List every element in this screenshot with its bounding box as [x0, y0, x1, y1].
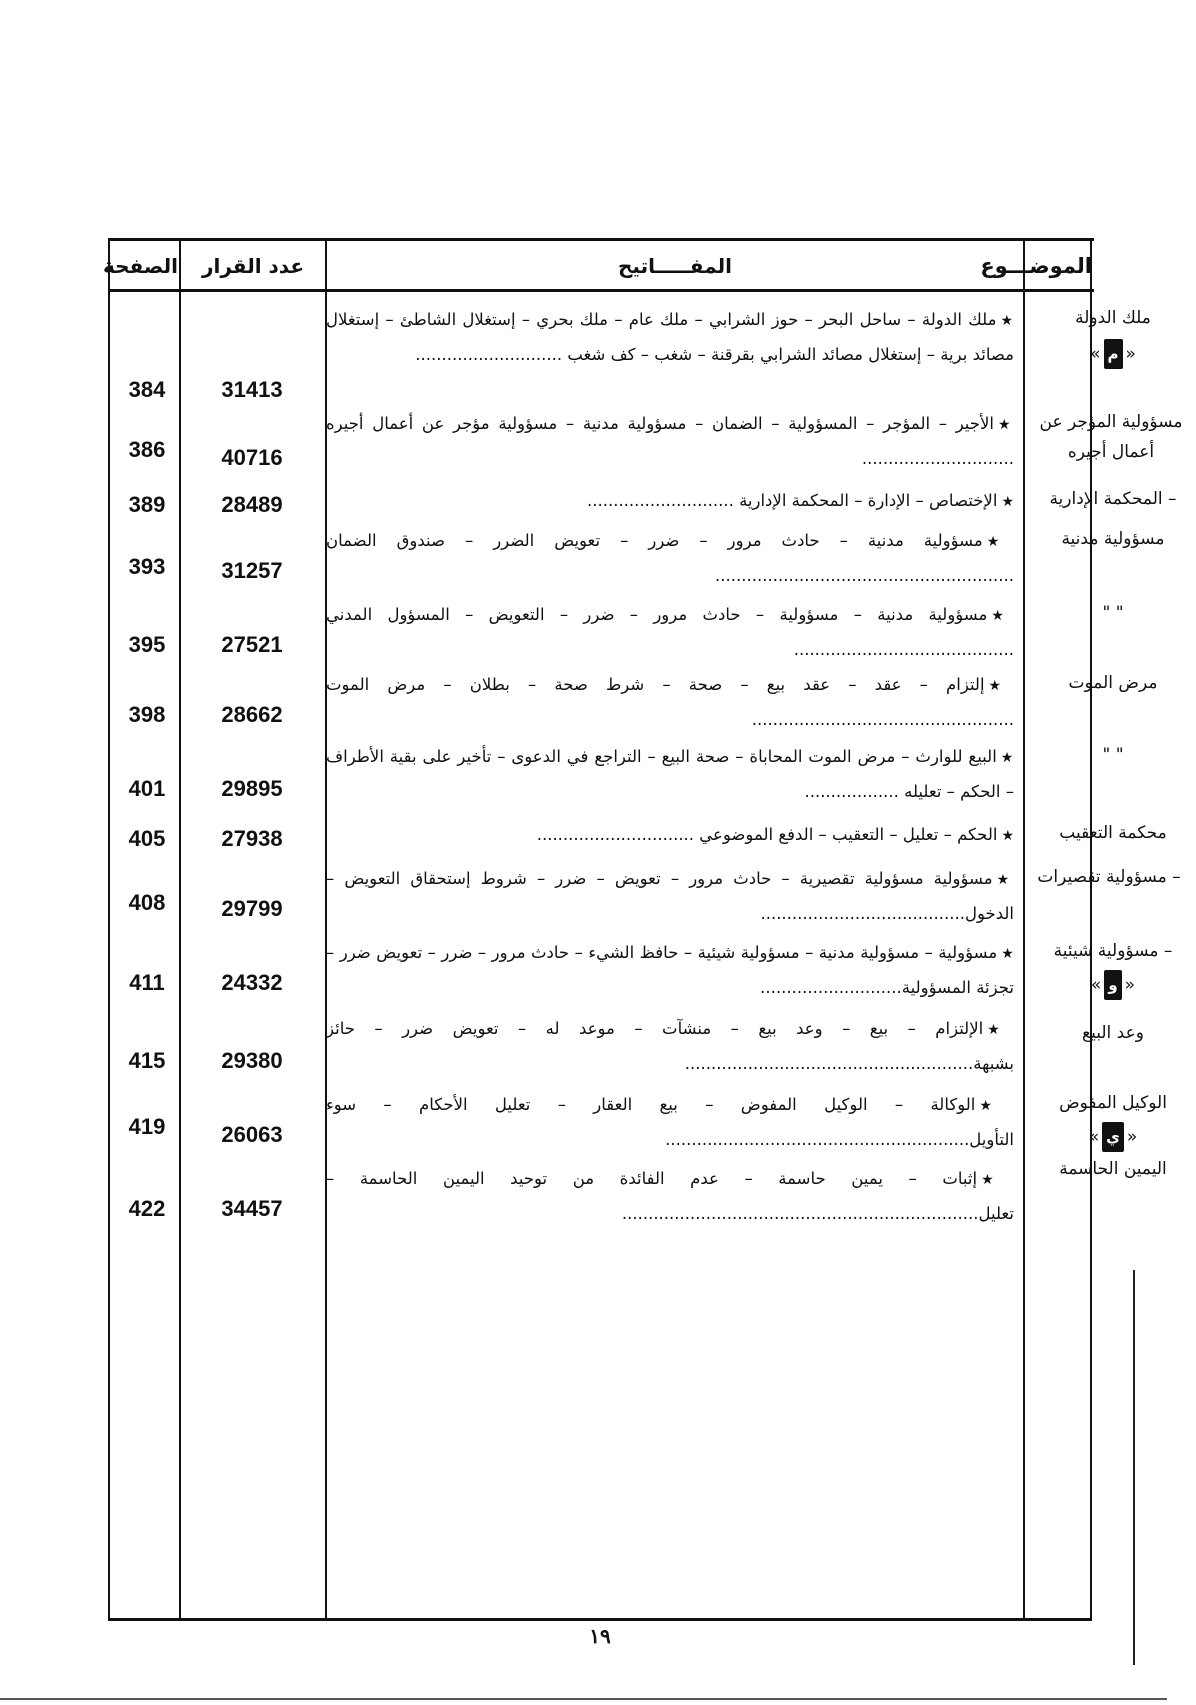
decision-number-cell: 34457: [221, 1196, 283, 1221]
subject-label: مسؤولية المؤجر عن أعمال أجيره: [1039, 412, 1183, 462]
subject-label: " ": [1102, 603, 1124, 623]
decision-number-cell: 27938: [221, 826, 283, 851]
page-cell: 386: [128, 437, 166, 462]
decision-number-cell: 24332: [221, 970, 283, 995]
header-decision-number: عدد القرار: [201, 254, 304, 278]
page-cell: 411: [129, 970, 165, 995]
decision-number-cell: 40716: [221, 445, 283, 470]
page-cell: 389: [128, 492, 166, 517]
keywords-cell: ★إثبات – يمين حاسمة – عدم الفائدة من توحيد اليمين الحاسمة – تعليل....................................................................: [326, 1169, 1014, 1223]
keywords-cell: ★مسؤولية مدنية – مسؤولية – حادث مرور – ضرر – التعويض – المسؤول المدني ..........................................: [326, 605, 1014, 659]
star-bullet-icon: ★: [1000, 750, 1014, 766]
subject-label: وعد البيع: [1082, 1023, 1144, 1043]
star-bullet-icon: ★: [997, 417, 1014, 433]
star-bullet-icon: ★: [991, 608, 1014, 624]
keywords-cell: ★الحكم – تعليل – التعقيب – الدفع الموضوعي ..............................: [536, 825, 1014, 844]
subject-label: مرض الموت: [1068, 673, 1158, 693]
subject-cell: [1030, 484, 1196, 514]
keywords-cell: ★مسؤولية مسؤولية تقصيرية – حادث مرور – تعويض – ضرر – شروط إستحقاق التعويض – الدخول.......................................: [326, 869, 1014, 923]
section-marker-icon: و: [1104, 970, 1121, 1000]
page-cell: 415: [128, 1048, 166, 1073]
keywords-cell: ★مسؤولية – مسؤولية مدنية – مسؤولية شيئية – حافظ الشيء – حادث مرور – ضرر – تعويض ضرر – تجزئة المسؤولية...........................: [326, 943, 1014, 997]
keywords-cell: ★الإلتزام – بيع – وعد بيع – منشآت – موعد له – تعويض ضرر – حائز بشبهة.......................................................: [326, 1019, 1014, 1073]
subject-cell: [1030, 1154, 1196, 1184]
star-bullet-icon: ★: [981, 1172, 1014, 1188]
scan-artifact: [1133, 1270, 1135, 1665]
subject-cell: ملك الدولة «م»: [1030, 303, 1196, 369]
header-page: الصفحة: [102, 254, 178, 278]
keywords-cell: ★ملك الدولة – ساحل البحر – حوز الشرابي – ملك عام – ملك بحري – إستغلال الشاطئ – إستغلال مصائد برية – إستغلال مصائد الشرابي بقرقنة – شغب – كف شغب ............................: [326, 310, 1014, 364]
star-bullet-icon: ★: [986, 534, 1014, 550]
star-bullet-icon: ★: [1001, 946, 1014, 962]
subject-cell: [1030, 740, 1196, 770]
star-bullet-icon: ★: [987, 1022, 1014, 1038]
table-row: [110, 818, 1167, 852]
page-cell: 398: [128, 702, 166, 727]
page-cell: 395: [128, 632, 166, 657]
page-cell: 408: [128, 890, 166, 915]
subject-label: – مسؤولية تقصيرات: [1037, 867, 1181, 887]
footer-page-number: ١٩: [589, 1626, 611, 1648]
star-bullet-icon: ★: [1000, 313, 1014, 329]
table-header-rule: [108, 289, 1094, 292]
subject-cell: [1030, 524, 1196, 554]
decision-number-cell: 29799: [221, 896, 283, 921]
decision-number-cell: 26063: [221, 1122, 283, 1147]
section-marker-icon: ي: [1102, 1122, 1124, 1152]
decision-number-cell: 29895: [221, 776, 283, 801]
star-bullet-icon: ★: [1001, 828, 1014, 844]
subject-label: اليمين الحاسمة: [1059, 1159, 1167, 1179]
table-row: [110, 936, 1173, 997]
subject-label: – المحكمة الإدارية: [1049, 489, 1177, 509]
subject-label: الوكيل المفوض: [1059, 1093, 1167, 1113]
subject-label: ملك الدولة: [1075, 308, 1151, 328]
subject-label: محكمة التعقيب: [1059, 823, 1167, 843]
star-bullet-icon: ★: [979, 1098, 1014, 1114]
subject-cell: [1030, 598, 1196, 628]
page-cell: 422: [128, 1196, 166, 1221]
keywords-cell: ★الإختصاص – الإدارة – المحكمة الإدارية ............................: [586, 491, 1014, 510]
keywords-cell: ★البيع للوارث – مرض الموت المحاباة – صحة البيع – التراجع في الدعوى – تأخير على بقية الأطراف – الحكم – تعليله ..................: [326, 747, 1014, 801]
decision-number-cell: 31257: [221, 558, 283, 583]
table-row: [110, 524, 1165, 585]
header-keywords: المفـــــاتيح: [618, 254, 732, 278]
decision-number-cell: 29380: [221, 1048, 283, 1073]
page-cell: 401: [128, 776, 166, 801]
header-subject: الموضـــوع: [980, 254, 1092, 278]
subject-label: " ": [1102, 745, 1124, 765]
keywords-cell: ★الأجير – المؤجر – المسؤولية – الضمان – مسؤولية مدنية – مسؤولية مؤجر عن أعمال أجيره .............................: [326, 414, 1014, 468]
subject-cell: [1030, 668, 1196, 698]
table-row: [110, 1088, 1167, 1149]
page-cell: 419: [128, 1114, 166, 1139]
star-bullet-icon: ★: [996, 872, 1014, 888]
table-row: [110, 1159, 1167, 1223]
subject-label: مسؤولية مدنية: [1061, 529, 1165, 549]
table-row: [110, 303, 1151, 403]
subject-cell: الوكيل المفوض «ي»: [1030, 1088, 1196, 1152]
keywords-cell: ★مسؤولية مدنية – حادث مرور – ضرر – تعويض الضرر – صندوق الضمان .........................................................: [326, 531, 1014, 585]
table-row: [110, 407, 1183, 471]
table-row: [110, 1012, 1144, 1074]
page-cell: 405: [128, 826, 166, 851]
table-row: [110, 740, 1124, 802]
subject-cell: [1022, 862, 1196, 892]
decision-number-cell: 28489: [221, 492, 283, 517]
keywords-cell: ★الوكالة – الوكيل المفوض – بيع العقار – تعليل الأحكام – سوء التأويل..........................................................: [326, 1095, 1014, 1149]
table-row: [110, 862, 1181, 923]
page-cell: 384: [128, 377, 166, 402]
page-cell: 393: [128, 554, 166, 579]
table-row: [110, 484, 1177, 518]
star-bullet-icon: ★: [1001, 494, 1014, 510]
decision-number-cell: 28662: [221, 702, 283, 727]
table-top-rule: [108, 238, 1094, 241]
subject-label: – مسؤولية شيئية: [1053, 941, 1173, 961]
table-row: [110, 598, 1124, 659]
section-marker-icon: م: [1104, 339, 1123, 369]
keywords-cell: ★إلتزام – عقد – عقد بيع – صحة – شرط صحة – بطلان – مرض الموت ..................................................: [326, 675, 1014, 729]
decision-number-cell: 27521: [221, 632, 283, 657]
subject-cell: [1030, 818, 1196, 848]
subject-cell: [1026, 407, 1196, 467]
subject-cell: [1030, 1018, 1196, 1048]
subject-cell: – مسؤولية شيئية «و»: [1030, 936, 1196, 1000]
star-bullet-icon: ★: [988, 678, 1014, 694]
scan-artifact: [0, 1698, 1167, 1700]
table-row: [110, 668, 1158, 729]
decision-number-cell: 31413: [221, 377, 283, 402]
